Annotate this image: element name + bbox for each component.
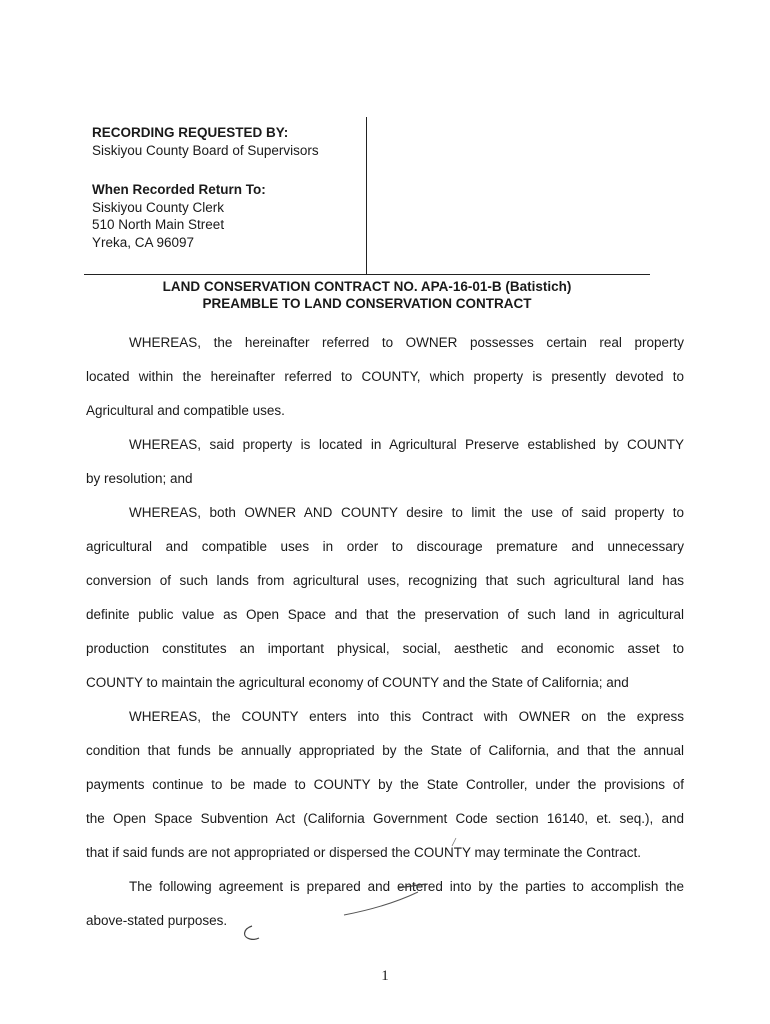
paragraph-line: production constitutes an important physical, social, aesthetic and economic asset to: [86, 641, 684, 656]
recording-block: [92, 124, 362, 251]
agreement-paragraph: [86, 870, 684, 938]
recording-requested-label: RECORDING REQUESTED BY:: [92, 125, 289, 140]
paragraph-line: WHEREAS, the hereinafter referred to OWNER possesses certain real property: [129, 335, 684, 350]
page-number: 1: [381, 968, 389, 984]
whereas-paragraph-owner: [86, 326, 684, 428]
whereas-paragraph-limit-use: [86, 496, 684, 700]
paragraph-line: agricultural and compatible uses in order to discourage premature and unnecessary: [86, 539, 684, 554]
paragraph-line: located within the hereinafter referred to COUNTY, which property is presently devoted to: [86, 369, 684, 384]
return-address-line: Yreka, CA 96097: [92, 234, 195, 250]
paragraph-line: condition that funds be annually appropriated by the State of California, and that the annual: [86, 743, 684, 758]
recording-box-divider: [366, 117, 367, 275]
recording-box-rule: [84, 274, 650, 275]
paragraph-line: WHEREAS, said property is located in Agricultural Preserve established by COUNTY: [129, 437, 684, 452]
paragraph-line: payments continue to be made to COUNTY by the State Controller, under the provisions of: [86, 777, 684, 792]
paragraph-line: definite public value as Open Space and that the preservation of such land in agricultural: [86, 607, 684, 622]
return-to-label: When Recorded Return To:: [92, 182, 266, 197]
whereas-paragraph-funding: [86, 700, 684, 870]
paragraph-line: by resolution; and: [86, 471, 193, 486]
paragraph-line: The following agreement is prepared and entered into by the parties to accomplish the: [129, 879, 684, 894]
paragraph-line: WHEREAS, the COUNTY enters into this Contract with OWNER on the express: [129, 709, 684, 724]
contract-title: LAND CONSERVATION CONTRACT NO. APA-16-01-B (Batistich): [162, 279, 572, 294]
paragraph-line: conversion of such lands from agricultural uses, recognizing that such agricultural land has: [86, 573, 684, 588]
recording-requested-by: Siskiyou County Board of Supervisors: [92, 142, 319, 158]
paragraph-line: COUNTY to maintain the agricultural economy of COUNTY and the State of California; and: [86, 675, 629, 690]
paragraph-line: that if said funds are not appropriated or dispersed the COUNTY may terminate the Contract.: [86, 845, 642, 860]
preamble-title: PREAMBLE TO LAND CONSERVATION CONTRACT: [202, 296, 532, 311]
paragraph-line: the Open Space Subvention Act (California Government Code section 16140, et. seq.), and: [86, 811, 684, 826]
return-address-line: 510 North Main Street: [92, 217, 225, 232]
whereas-paragraph-preserve: [86, 428, 684, 496]
return-address-line: Siskiyou County Clerk: [92, 199, 225, 215]
paragraph-line: Agricultural and compatible uses.: [86, 403, 285, 418]
paragraph-line: WHEREAS, both OWNER AND COUNTY desire to limit the use of said property to: [129, 505, 684, 520]
paragraph-line: above-stated purposes.: [86, 913, 228, 928]
